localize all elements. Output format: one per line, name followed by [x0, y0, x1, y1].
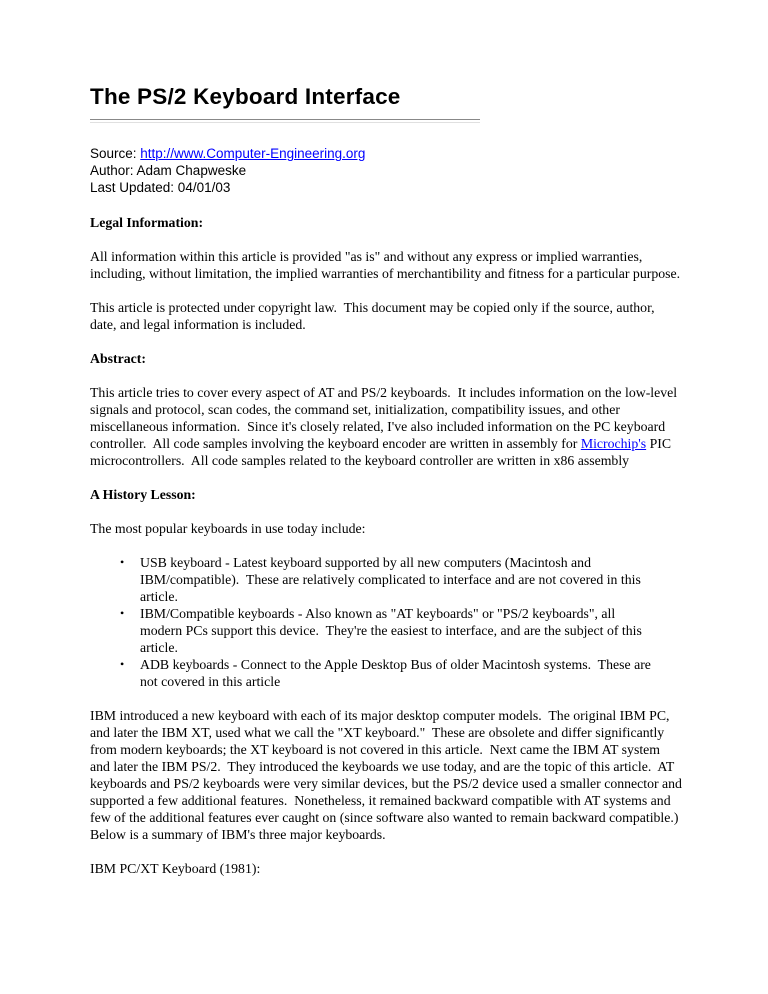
legal-paragraph-2: This article is protected under copyright law. This document may be copied only if the source, author, date, and legal information is included.: [90, 300, 659, 332]
history-intro: The most popular keyboards in use today include:: [90, 521, 366, 536]
history-paragraph: IBM introduced a new keyboard with each of its major desktop computer models. The original IBM PC, and later the IBM XT, used what we call the "XT keyboard." These are obsolete and differ significantly from modern keyboards; the XT keyboard is not covered in this article. Next came the IBM AT system and later the IBM PS/2. They introduced the keyboards we use today, and are the topic of this article. AT keyboards and PS/2 keyboards were very similar devices, but the PS/2 device used a smaller connector and supported a few additional features. Nonetheless, it remained backward compatible with AT systems and few of the additional features ever caught on (since software also wanted to remain backward compatible.) Below is a summary of IBM's three major keyboards.: [90, 708, 686, 842]
document-meta: [90, 145, 682, 196]
abstract-heading: Abstract:: [90, 351, 146, 366]
abstract-text-after-link: PIC microcontrollers. All code samples related to the keyboard controller are written in x86 assembly: [90, 436, 675, 468]
title-divider: [90, 119, 480, 123]
list-item-text: IBM/Compatible keyboards - Also known as "AT keyboards" or "PS/2 keyboards", all modern PCs support this device. They're the easiest to interface, and are the subject of this article.: [140, 606, 646, 655]
list-item-text: ADB keyboards - Connect to the Apple Desktop Bus of older Macintosh systems. These are not covered in this article: [140, 657, 655, 689]
source-label: Source:: [90, 146, 141, 161]
abstract-paragraph: [90, 384, 682, 469]
legal-heading: Legal Information:: [90, 215, 204, 230]
xt-keyboard-heading-line: IBM PC/XT Keyboard (1981):: [90, 861, 261, 876]
list-item-text: USB keyboard - Latest keyboard supported by all new computers (Macintosh and IBM/compatible). These are relatively complicated to interface and are not covered in this article.: [140, 555, 645, 604]
history-heading: A History Lesson:: [90, 487, 196, 502]
page-title: The PS/2 Keyboard Interface: [90, 84, 401, 109]
bullet-icon: •: [120, 555, 125, 569]
bullet-icon: •: [120, 657, 125, 671]
microchip-link[interactable]: Microchip's: [580, 436, 647, 451]
bullet-icon: •: [120, 606, 125, 620]
keyboard-types-list: [90, 554, 682, 690]
list-item: [120, 554, 682, 605]
list-item: [120, 656, 682, 690]
source-line: [90, 145, 682, 162]
list-item: [120, 605, 682, 656]
author-line: Author: Adam Chapweske: [90, 163, 247, 178]
legal-paragraph-1: All information within this article is provided "as is" and without any express or implied warranties, including, without limitation, the implied warranties of merchantibility and fitness for a particular purpose.: [90, 249, 681, 281]
last-updated-line: Last Updated: 04/01/03: [90, 180, 231, 195]
source-link[interactable]: http://www.Computer-Engineering.org: [140, 146, 366, 161]
abstract-text-before-link: This article tries to cover every aspect of AT and PS/2 keyboards. It includes information on the low-level signals and protocol, scan codes, the command set, initialization, compatibility issues, and other miscellaneous information. Since it's closely related, I've also included information on the PC keyboard controller. All code samples involving the keyboard encoder are written in assembly for: [90, 385, 681, 451]
